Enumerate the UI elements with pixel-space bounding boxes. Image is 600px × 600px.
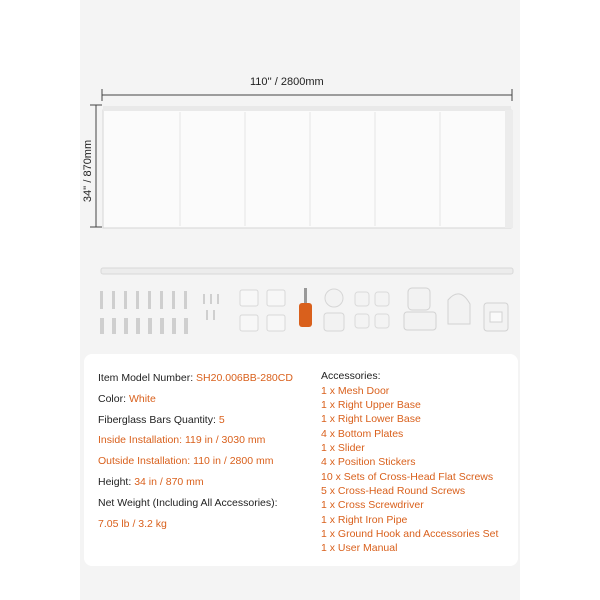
bars-row xyxy=(98,414,225,426)
iron-pipe xyxy=(101,268,513,274)
height-row xyxy=(98,476,204,488)
color-row xyxy=(98,393,156,405)
mesh-gate xyxy=(103,110,511,228)
color-label: Color: xyxy=(98,393,127,405)
screws xyxy=(100,291,219,334)
bases xyxy=(404,288,508,331)
inside-installation: Inside Installation: 119 in / 3030 mm xyxy=(98,434,266,446)
color-value: White xyxy=(128,393,156,405)
model-row xyxy=(98,372,293,384)
accessory-item: 1 x Ground Hook and Accessories Set xyxy=(321,528,499,540)
model-value: SH20.006BB-280CD xyxy=(196,372,293,384)
accessory-item: 5 x Cross-Head Round Screws xyxy=(321,485,466,497)
weight-label: Net Weight (Including All Accessories): xyxy=(98,497,278,509)
weight-value: 7.05 lb / 3.2 kg xyxy=(98,518,167,530)
accessory-item: 1 x User Manual xyxy=(321,542,398,554)
accessory-item: 1 x Right Lower Base xyxy=(321,413,421,425)
width-dimension-label: 110'' / 2800mm xyxy=(250,76,324,88)
bottom-plates xyxy=(240,290,285,331)
accessory-item: 1 x Cross Screwdriver xyxy=(321,499,424,511)
height-dimension-label: 34'' / 870mm xyxy=(82,139,95,203)
position-stickers xyxy=(355,292,389,328)
accessory-item: 4 x Bottom Plates xyxy=(321,428,404,440)
accessories-title: Accessories: xyxy=(321,370,381,382)
slider xyxy=(324,289,344,331)
accessory-item: 1 x Mesh Door xyxy=(321,385,390,397)
outside-installation: Outside Installation: 110 in / 2800 mm xyxy=(98,455,274,467)
bars-label: Fiberglass Bars Quantity: xyxy=(98,414,216,426)
height-label: Height: xyxy=(98,476,132,488)
accessory-item: 4 x Position Stickers xyxy=(321,456,416,468)
accessory-item: 1 x Right Upper Base xyxy=(321,399,421,411)
accessory-item: 1 x Slider xyxy=(321,442,365,454)
accessory-item: 10 x Sets of Cross-Head Flat Screws xyxy=(321,471,494,483)
accessory-item: 1 x Right Iron Pipe xyxy=(321,514,408,526)
screwdriver xyxy=(299,288,312,327)
height-value: 34 in / 870 mm xyxy=(134,476,204,488)
model-label: Item Model Number: xyxy=(98,372,194,384)
bars-value: 5 xyxy=(218,414,225,426)
